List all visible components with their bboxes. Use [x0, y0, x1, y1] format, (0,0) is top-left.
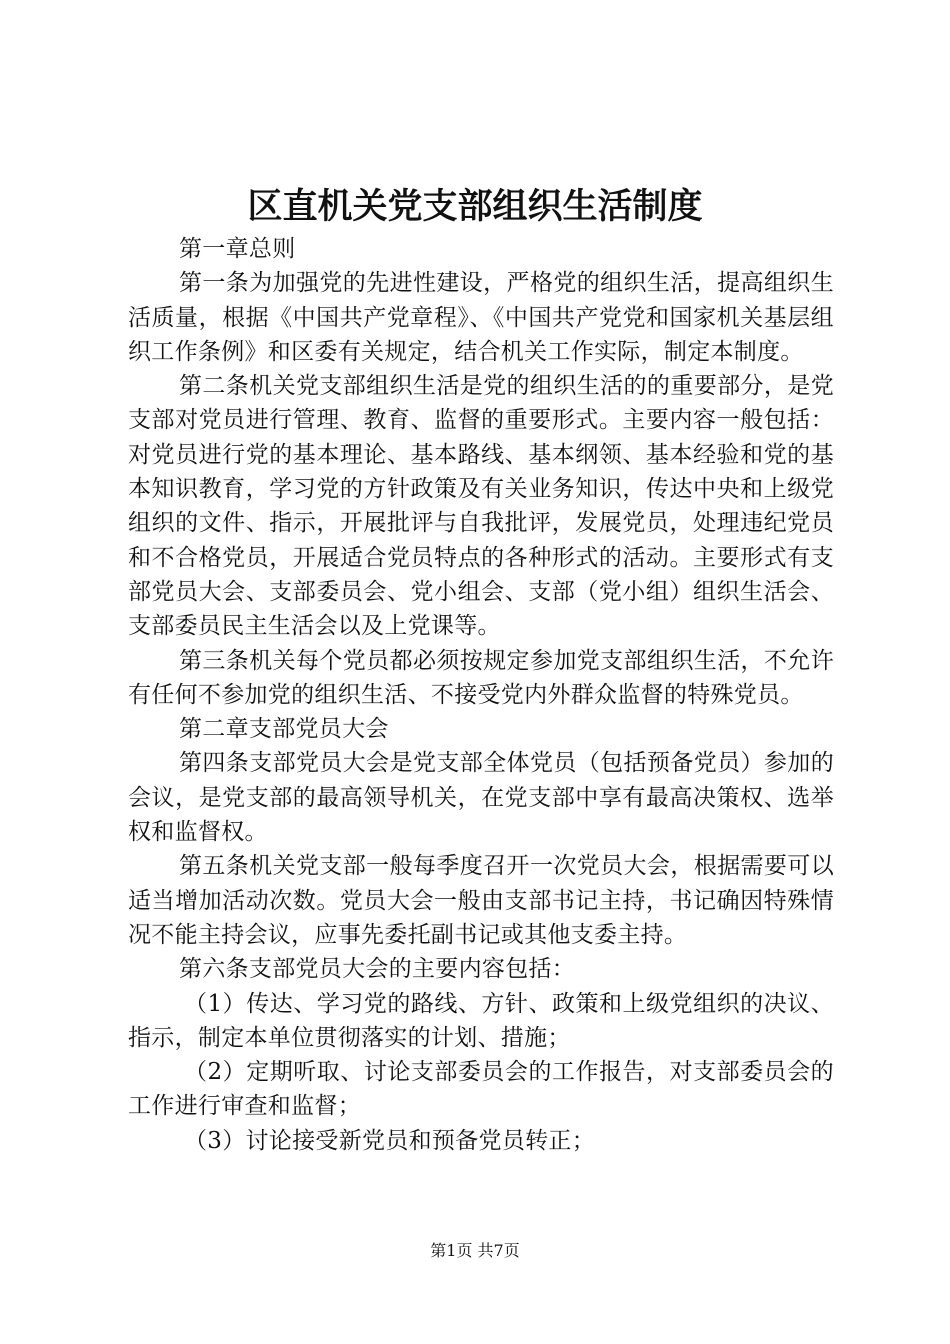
article-paragraph: 第四条支部党员大会是党支部全体党员（包括预备党员）参加的会议，是党支部的最高领导机关，在党支部中享有最高决策权、选举权和监督权。: [128, 750, 834, 846]
chapter-heading: 第二章支部党员大会: [179, 716, 389, 743]
page-number: 第1页 共7页: [430, 1241, 520, 1260]
article-paragraph: 第二条机关党支部组织生活是党的组织生活的的重要部分，是党支部对党员进行管理、教育、监督的重要形式。主要内容一般包括：对党员进行党的基本理论、基本路线、基本纲领、基本经验和党的基本知识教育，学习党的方针政策及有关业务知识，传达中央和上级党组织的文件、指示，开展批评与自我批评，发展党员，处理违纪党员和不合格党员，开展适合党员特点的各种形式的活动。主要形式有支部党员大会、支部委员会、党小组会、支部（党小组）组织生活会、支部委员民主生活会以及上党课等。: [128, 373, 834, 640]
article-paragraph: 第一条为加强党的先进性建设，严格党的组织生活，提高组织生活质量，根据《中国共产党章程》、《中国共产党党和国家机关基层组织工作条例》和区委有关规定，结合机关工作实际，制定本制度。: [128, 270, 834, 365]
chapter-heading: 第一章总则: [179, 236, 296, 262]
article-paragraph: 第三条机关每个党员都必须按规定参加党支部组织生活，不允许有任何不参加党的组织生活、不接受党内外群众监督的特殊党员。: [128, 647, 834, 708]
document-body: [128, 232, 834, 1158]
page-title: 区直机关党支部组织生活制度: [247, 187, 703, 227]
list-item: （2）定期听取、讨论支部委员会的工作报告，对支部委员会的工作进行审查和监督；: [128, 1059, 834, 1120]
list-item: （1）传达、学习党的路线、方针、政策和上级党组织的决议、指示，制定本单位贯彻落实的计划、措施；: [128, 990, 834, 1051]
article-paragraph: 第五条机关党支部一般每季度召开一次党员大会，根据需要可以适当增加活动次数。党员大会一般由支部书记主持，书记确因特殊情况不能主持会议，应事先委托副书记或其他支委主持。: [128, 853, 834, 948]
list-item: （3）讨论接受新党员和预备党员转正；: [184, 1127, 596, 1154]
article-paragraph: 第六条支部党员大会的主要内容包括：: [179, 956, 576, 983]
